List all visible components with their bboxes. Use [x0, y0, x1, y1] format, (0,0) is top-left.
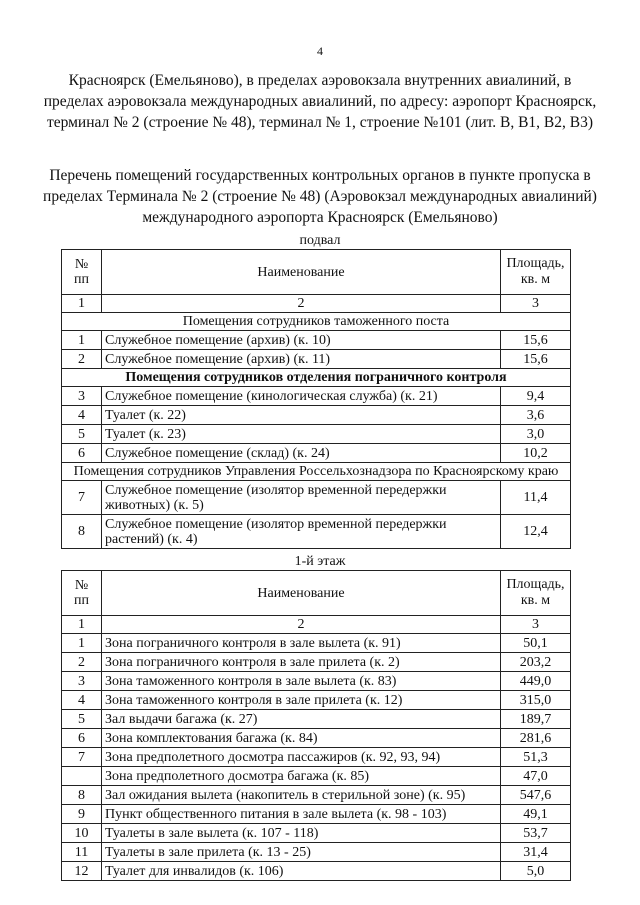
- row-area: 11,4: [501, 481, 571, 515]
- row-area: 12,4: [501, 515, 571, 549]
- row-name: Зона предполетного досмотра багажа (к. 85): [102, 767, 501, 786]
- row-area: 3,6: [501, 406, 571, 425]
- floor1-table: [61, 570, 571, 881]
- row-name: Служебное помещение (архив) (к. 10): [102, 331, 501, 350]
- row-name: Туалеты в зале прилета (к. 13 - 25): [102, 843, 501, 862]
- row-num: 3: [62, 672, 102, 691]
- table-row: [62, 515, 571, 549]
- row-area: 53,7: [501, 824, 571, 843]
- row-num: 7: [62, 481, 102, 515]
- page-number: 4: [317, 44, 323, 58]
- row-num: 5: [62, 710, 102, 729]
- header-num-line1: №: [74, 578, 89, 593]
- group-header-row: [62, 313, 571, 331]
- row-name: Служебное помещение (кинологическая служба) (к. 21): [102, 387, 501, 406]
- row-area: 31,4: [501, 843, 571, 862]
- header-num: [62, 250, 102, 295]
- table-row: [62, 425, 571, 444]
- row-area: 5,0: [501, 862, 571, 881]
- row-num: 7: [62, 748, 102, 767]
- header-area-line1: Площадь,: [506, 577, 565, 592]
- row-name: Туалет для инвалидов (к. 106): [102, 862, 501, 881]
- row-num: [62, 767, 102, 786]
- group-title: Помещения сотрудников Управления Россельхознадзора по Красноярскому краю: [62, 463, 571, 481]
- row-num: 6: [62, 729, 102, 748]
- row-num: 2: [62, 350, 102, 369]
- row-area: 547,6: [501, 786, 571, 805]
- row-num: 4: [62, 406, 102, 425]
- header-num-line2: пп: [74, 272, 89, 287]
- column-index: 1: [62, 616, 102, 634]
- table-row: [62, 350, 571, 369]
- table-header-row: [62, 571, 571, 616]
- row-num: 1: [62, 634, 102, 653]
- header-area-line2: кв. м: [520, 593, 551, 608]
- header-num-line1: №: [74, 257, 89, 272]
- table-row: [62, 481, 571, 515]
- header-num: [62, 571, 102, 616]
- row-area: 189,7: [501, 710, 571, 729]
- row-num: 11: [62, 843, 102, 862]
- table-row: [62, 672, 571, 691]
- row-num: 8: [62, 515, 102, 549]
- table-row: [62, 444, 571, 463]
- list-title: Перечень помещений государственных контрольных органов в пункте пропуска в пределах Терминала № 2 (строение № 48) (Аэровокзал международных авиалиний) международного аэропорта Красноярск (Емельяново): [43, 167, 597, 226]
- header-area-line1: Площадь,: [506, 256, 565, 271]
- row-num: 1: [62, 331, 102, 350]
- row-area: 9,4: [501, 387, 571, 406]
- table-row: [62, 387, 571, 406]
- row-num: 2: [62, 653, 102, 672]
- table-row: [62, 748, 571, 767]
- row-area: 315,0: [501, 691, 571, 710]
- row-name: Зона предполетного досмотра пассажиров (к. 92, 93, 94): [102, 748, 501, 767]
- row-name: Пункт общественного питания в зале вылета (к. 98 - 103): [102, 805, 501, 824]
- row-name: Туалет (к. 22): [102, 406, 501, 425]
- column-index: 1: [62, 295, 102, 313]
- column-index: 2: [102, 616, 501, 634]
- table-row: [62, 634, 571, 653]
- floor1-rows: [62, 634, 571, 881]
- group-title: Помещения сотрудников таможенного поста: [62, 313, 571, 331]
- row-name: Зона комплектования багажа (к. 84): [102, 729, 501, 748]
- row-name: Зона пограничного контроля в зале прилета (к. 2): [102, 653, 501, 672]
- group-header-row: [62, 369, 571, 387]
- row-name: Служебное помещение (изолятор временной передержки животных) (к. 5): [102, 481, 501, 515]
- row-area: 47,0: [501, 767, 571, 786]
- table-row: [62, 862, 571, 881]
- row-num: 4: [62, 691, 102, 710]
- floor1-label: 1-й этаж: [294, 554, 346, 569]
- row-num: 10: [62, 824, 102, 843]
- column-index-row: [62, 616, 571, 634]
- address-heading: Красноярск (Емельяново), в пределах аэровокзала внутренних авиалиний, в пределах аэровокзала международных авиалиний, по адресу: аэропорт Красноярск, терминал № 2 (строение № 48), терминал № 1, строение №101 (лит. В, В1, В2, В3): [43, 72, 597, 131]
- table-row: [62, 824, 571, 843]
- row-name: Туалет (к. 23): [102, 425, 501, 444]
- row-num: 8: [62, 786, 102, 805]
- row-area: 50,1: [501, 634, 571, 653]
- row-name: Служебное помещение (архив) (к. 11): [102, 350, 501, 369]
- row-name: Зона таможенного контроля в зале вылета (к. 83): [102, 672, 501, 691]
- row-area: 10,2: [501, 444, 571, 463]
- header-area: [501, 571, 571, 616]
- row-area: 15,6: [501, 350, 571, 369]
- table-row: [62, 805, 571, 824]
- row-area: 15,6: [501, 331, 571, 350]
- row-num: 3: [62, 387, 102, 406]
- row-name: Зона пограничного контроля в зале вылета (к. 91): [102, 634, 501, 653]
- row-name: Зал ожидания вылета (накопитель в стерильной зоне) (к. 95): [102, 786, 501, 805]
- table-row: [62, 691, 571, 710]
- row-name: Туалеты в зале вылета (к. 107 - 118): [102, 824, 501, 843]
- header-area-line2: кв. м: [520, 272, 551, 287]
- row-num: 12: [62, 862, 102, 881]
- table-row: [62, 331, 571, 350]
- row-name: Служебное помещение (склад) (к. 24): [102, 444, 501, 463]
- row-area: 3,0: [501, 425, 571, 444]
- basement-label: подвал: [299, 233, 341, 248]
- header-area: [501, 250, 571, 295]
- table-row: [62, 406, 571, 425]
- row-name: Зал выдачи багажа (к. 27): [102, 710, 501, 729]
- row-area: 51,3: [501, 748, 571, 767]
- group-header-row: [62, 463, 571, 481]
- group-title: Помещения сотрудников отделения пограничного контроля: [62, 369, 571, 387]
- row-area: 49,1: [501, 805, 571, 824]
- table-row: [62, 843, 571, 862]
- row-area: 281,6: [501, 729, 571, 748]
- header-name: Наименование: [102, 571, 501, 616]
- table-row: [62, 729, 571, 748]
- row-area: 449,0: [501, 672, 571, 691]
- header-name: Наименование: [102, 250, 501, 295]
- row-area: 203,2: [501, 653, 571, 672]
- table-row: [62, 653, 571, 672]
- row-name: Служебное помещение (изолятор временной передержки растений) (к. 4): [102, 515, 501, 549]
- table-row: [62, 767, 571, 786]
- header-num-line2: пп: [74, 593, 89, 608]
- table-row: [62, 710, 571, 729]
- row-num: 9: [62, 805, 102, 824]
- table-header-row: [62, 250, 571, 295]
- table-row: [62, 786, 571, 805]
- row-name: Зона таможенного контроля в зале прилета (к. 12): [102, 691, 501, 710]
- row-num: 5: [62, 425, 102, 444]
- row-num: 6: [62, 444, 102, 463]
- column-index: 2: [102, 295, 501, 313]
- column-index-row: [62, 295, 571, 313]
- column-index: 3: [501, 616, 571, 634]
- basement-table: [61, 249, 571, 549]
- column-index: 3: [501, 295, 571, 313]
